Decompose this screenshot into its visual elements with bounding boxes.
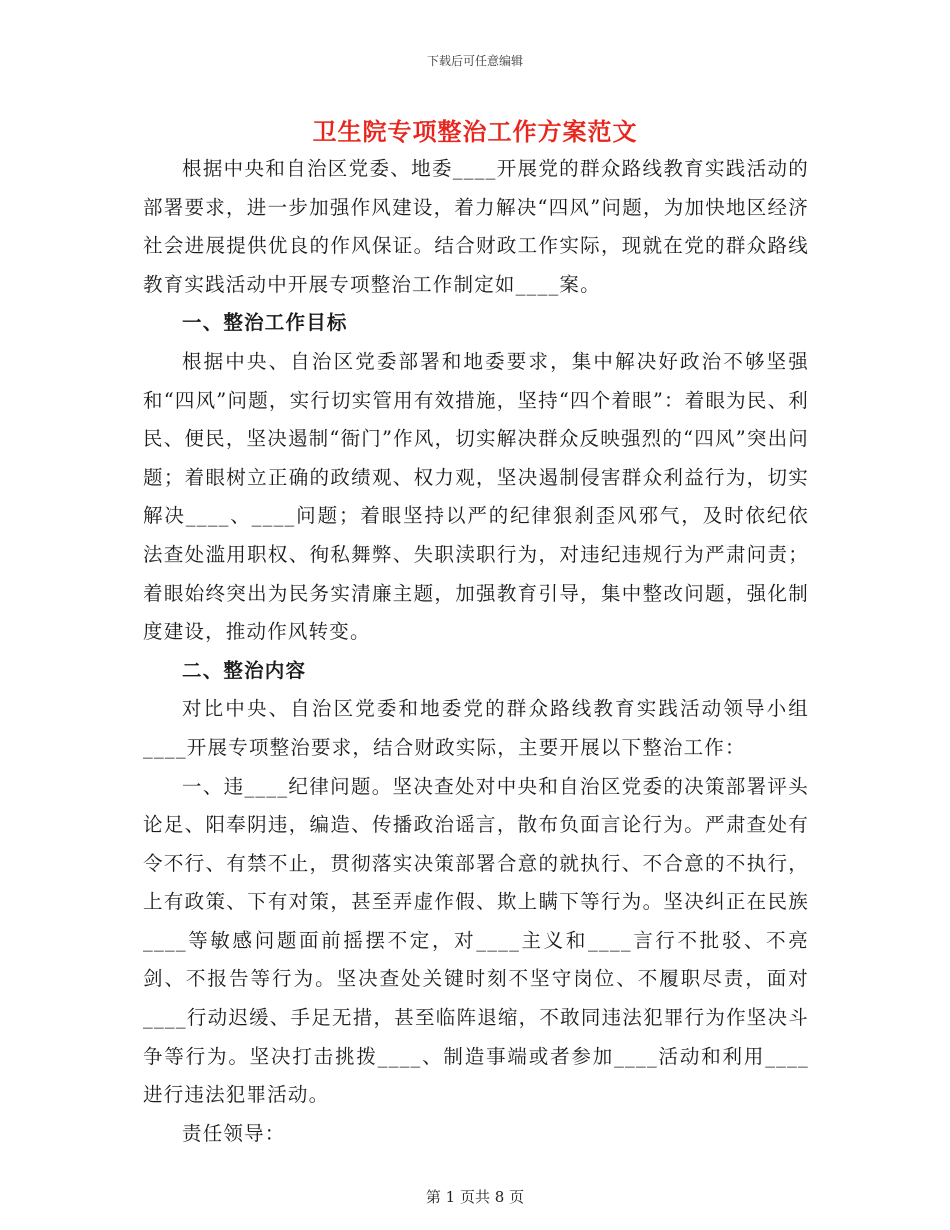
content-intro-paragraph: 对比中央、自治区党委和地委党的群众路线教育实践活动领导小组____开展专项整治要求，结合财政实际，主要开展以下整治工作： — [143, 697, 809, 759]
discipline-paragraph: 一、违____纪律问题。坚决查处对中央和自治区党委的决策部署评头论足、阳奉阴违，编造、传播政治谣言，散布负面言论行为。严肃查处有令不行、有禁不止，贯彻落实决策部署合意的就执行、不合意的不执行，上有政策、下有对策，甚至弄虚作假、欺上瞒下等行为。坚决纠正在民族____等敏感问题面前摇摆不定，对____主义和____言行不批驳、不亮剑、不报告等行为。坚决查处关键时刻不坚守岗位、不履职尽责，面对____行动迟缓、手足无措，甚至临阵退缩，不敢同违法犯罪行为作坚决斗争等行为。坚决打击挑拨____、制造事端或者参加____活动和利用____进行违法犯罪活动。 — [143, 774, 809, 1107]
intro-paragraph: 根据中央和自治区党委、地委____开展党的群众路线教育实践活动的部署要求，进一步加强作风建设，着力解决“四风”问题，为加快地区经济社会进展提供优良的作风保证。结合财政工作实际，现就在党的群众路线教育实践活动中开展专项整治工作制定如____案。 — [143, 157, 809, 296]
document-body — [143, 150, 809, 1153]
page-number: 第 1 页共 8 页 — [425, 1188, 525, 1206]
responsible-leader-label: 责任领导： — [182, 1121, 286, 1145]
goals-paragraph: 根据中央、自治区党委部署和地委要求，集中解决好政治不够坚强和“四风”问题，实行切实管用有效措施，坚持“四个着眼”：着眼为民、利民、便民，坚决遏制“衙门”作风，切实解决群众反映强烈的“四风”突出问题；着眼树立正确的政绩观、权力观，坚决遏制侵害群众利益行为，切实解决____、____问题；着眼坚持以严的纪律狠刹歪风邪气，及时依纪依法查处滥用职权、徇私舞弊、失职渎职行为，对违纪违规行为严肃问责；着眼始终突出为民务实清廉主题，加强教育引导，集中整改问题，强化制度建设，推动作风转变。 — [143, 349, 809, 644]
section-heading-goals: 一、整治工作目标 — [182, 311, 348, 335]
header-note: 下载后可任意编辑 — [426, 54, 523, 68]
document-title: 卫生院专项整治工作方案范文 — [312, 117, 638, 146]
section-heading-content: 二、整治内容 — [182, 658, 307, 682]
